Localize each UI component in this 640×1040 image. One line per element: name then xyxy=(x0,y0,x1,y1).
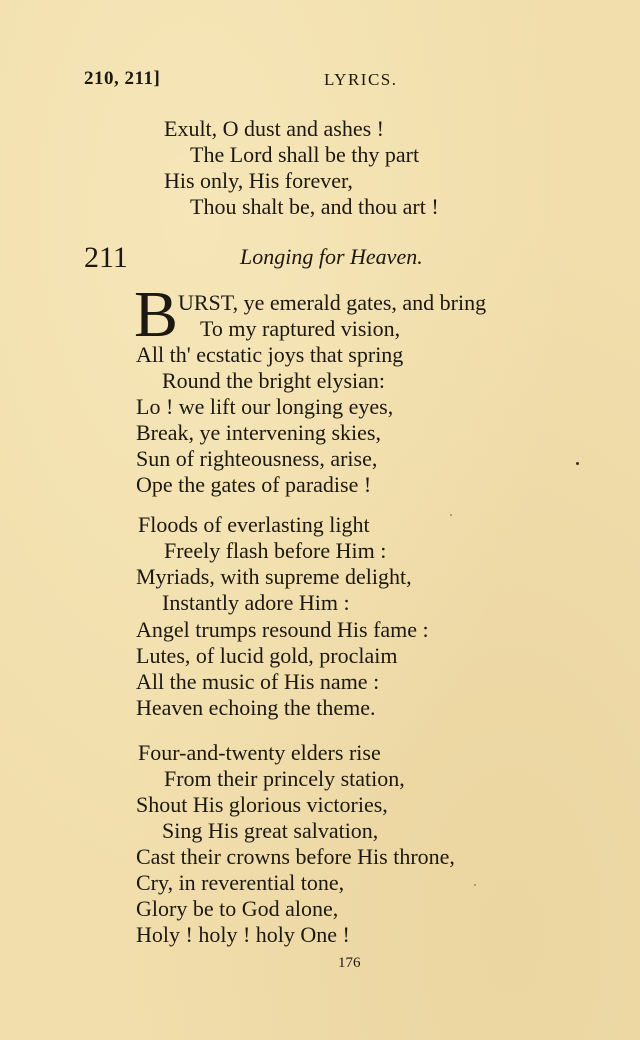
ink-speck xyxy=(474,884,476,886)
verse-line: His only, His forever, xyxy=(164,168,353,193)
running-head-title: LYRICS. xyxy=(324,70,398,89)
hymn-number: 211 xyxy=(84,241,128,274)
verse-line: Cast their crowns before His throne, xyxy=(136,844,455,869)
verse-line: Thou shalt be, and thou art ! xyxy=(190,194,439,219)
running-head-hymn-numbers: 210, 211] xyxy=(84,68,161,89)
verse-line: Ope the gates of paradise ! xyxy=(136,472,372,497)
ink-speck xyxy=(450,514,452,516)
verse-line: Exult, O dust and ashes ! xyxy=(164,116,384,141)
verse-line: Sun of righteousness, arise, xyxy=(136,446,378,471)
verse-line: From their princely station, xyxy=(164,766,405,791)
verse-line: Four-and-twenty elders rise xyxy=(138,740,381,765)
verse-line: Break, ye intervening skies, xyxy=(136,420,381,445)
verse-line: Angel trumps resound His fame : xyxy=(136,617,429,642)
verse-line: Heaven echoing the theme. xyxy=(136,695,376,720)
verse-line: Holy ! holy ! holy One ! xyxy=(136,922,350,947)
verse-line: Sing His great salvation, xyxy=(162,818,379,843)
verse-line: Cry, in reverential tone, xyxy=(136,870,345,895)
verse-line: Lo ! we lift our longing eyes, xyxy=(136,394,394,419)
verse-line: The Lord shall be thy part xyxy=(190,142,420,167)
verse-line: Instantly adore Him : xyxy=(162,590,350,615)
verse-line-first: URST, ye emerald gates, and bring xyxy=(178,290,487,315)
verse-line: To my raptured vision, xyxy=(200,316,401,341)
verse-line: Freely flash before Him : xyxy=(164,538,387,563)
verse-line: Floods of everlasting light xyxy=(138,512,370,537)
verse-line: Round the bright elysian: xyxy=(162,368,386,393)
verse-line: All th' ecstatic joys that spring xyxy=(136,342,404,367)
verse-line: Myriads, with supreme delight, xyxy=(136,564,412,589)
hymn-title: Longing for Heaven. xyxy=(240,244,423,269)
verse-line: Glory be to God alone, xyxy=(136,896,339,921)
page-number: 176 xyxy=(338,955,361,971)
verse-line: Lutes, of lucid gold, proclaim xyxy=(136,643,398,668)
drop-cap: B xyxy=(134,278,179,351)
ink-speck xyxy=(576,462,579,465)
verse-line: Shout His glorious victories, xyxy=(136,792,388,817)
verse-line: All the music of His name : xyxy=(136,669,380,694)
